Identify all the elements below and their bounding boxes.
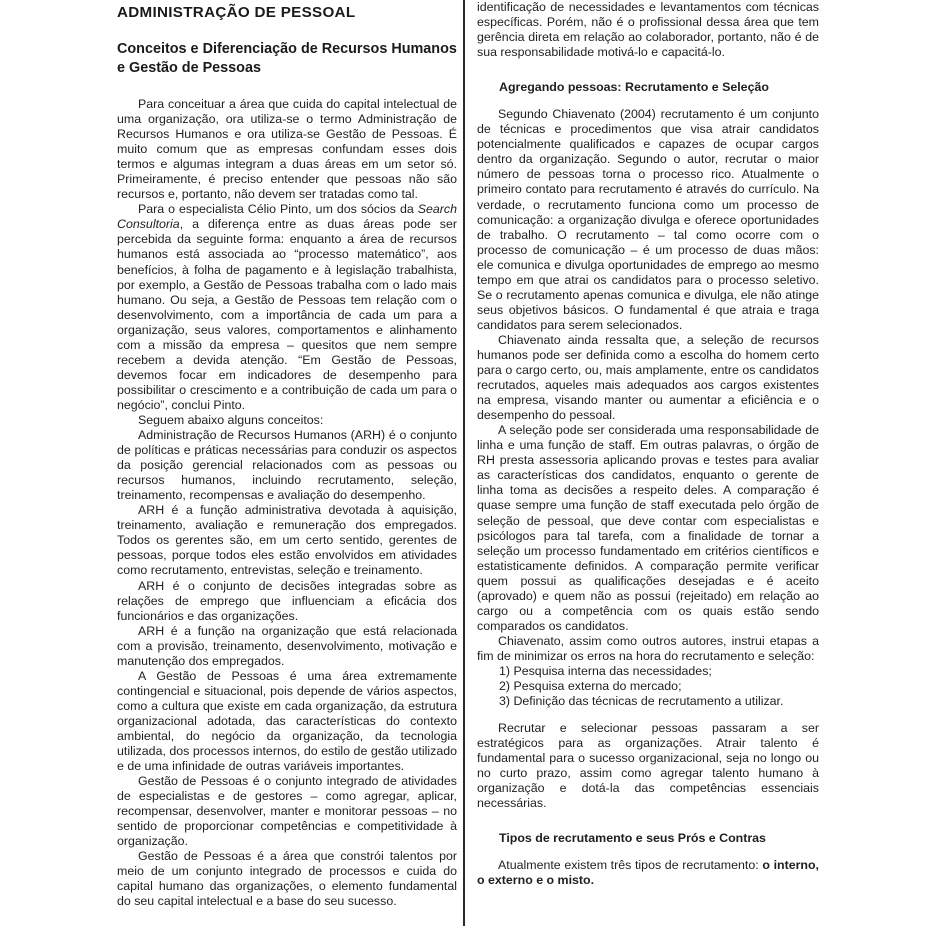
paragraph: Chiavenato, assim como outros autores, instrui etapas a fim de minimizar os erros na hora do recrutamento e seleção: [477, 633, 819, 663]
paragraph: Recrutar e selecionar pessoas passaram a ser estratégicos para as organizações. Atrair talento é fundamental para o sucesso organizacional, seja no longo ou no curto prazo, assim como agregar talento humano à organização e dotá-la das competências essenciais necessárias. [477, 721, 819, 811]
paragraph [117, 202, 457, 413]
section-title: ADMINISTRAÇÃO DE PESSOAL [117, 4, 356, 21]
paragraph: Chiavenato ainda ressalta que, a seleção de recursos humanos pode ser definida como a escolha do homem certo para o cargo certo, ou, mais amplamente, entre os candidatos recrutados, aqueles mais adequados aos cargos existentes na empresa, visando manter ou aumentar a eficiência e o desempenho do pessoal. [477, 332, 819, 423]
paragraph: Gestão de Pessoas é o conjunto integrado de atividades de especialistas e de gestores – como agregar, aplicar, recompensar, desenvolver, manter e monitorar pessoas – no sentido de proporcionar competências e competitividade à organização. [117, 774, 457, 849]
paragraph: identificação de necessidades e levantamentos com técnicas específicas. Porém, não é o profissional dessa área que tem gerência direta em relação ao colaborador, portanto, não é de sua responsabilidade motivá-lo e capacitá-lo. [477, 0, 819, 60]
paragraph [477, 858, 819, 888]
paragraph: ARH é a função na organização que está relacionada com a provisão, treinamento, desenvolvimento, motivação e manutenção dos empregados. [117, 623, 457, 668]
paragraph-text: Atualmente existem três tipos de recrutamento: [498, 858, 763, 873]
steps-list [477, 664, 819, 709]
spacer [477, 846, 819, 858]
emphasis-text: o interno, o externo e o misto. [477, 858, 819, 888]
spacer [477, 709, 819, 721]
list-item: 1) Pesquisa interna das necessidades; [499, 663, 712, 678]
paragraph: A seleção pode ser considerada uma responsabilidade de linha e uma função de staff. Em outras palavras, o órgão de RH presta assessoria aplicando provas e testes para avaliar as características dos candidatos, enquanto o gerente de linha toma as decisões a respeito deles. A comparação é quase sempre uma função de staff executada pelo órgão de seleção de pessoal, que deve contar com especialistas e psicólogos para tal tarefa, com a finalidade de tornar a seleção um processo fundamentado em critérios científicos e estatisticamente definidos. A comparação permite verificar quem possui as qualificações desejadas e é aceito (aprovado) e quem não as possui (rejeitado) em relação ao cargo ou a competência com os quais estão sendo comparados os candidatos. [477, 423, 819, 633]
company-name: Search Consultoria [117, 202, 457, 232]
paragraph: A Gestão de Pessoas é uma área extremamente contingencial e situacional, pois depende de vários aspectos, como a cultura que existe em cada organização, da estrutura organizacional adotada, das características do contexto ambiental, do negócio da organização, da tecnologia utilizada, dos processos internos, do estilo de gestão utilizado e de uma infinidade de outras variáveis importantes. [117, 668, 457, 774]
paragraph: Gestão de Pessoas é a área que constrói talentos por meio de um conjunto integrado de processos e cuida do capital humano das organizações, o elemento fundamental do seu capital intelectual e a base do seu sucesso. [117, 849, 457, 909]
paragraph: Segundo Chiavenato (2004) recrutamento é um conjunto de técnicas e procedimentos que visa atrair candidatos potencialmente qualificados e capazes de ocupar cargos dentro da organização. Segundo o autor, recrutar o maior número de pessoas torna o processo rico. Atualmente o primeiro contato para recrutamento é através do currículo. Na verdade, o recrutamento funciona como um processo de comunicação: a organização divulga e oferece oportunidades de trabalho. O recrutamento – tal como ocorre com o processo de comunicação – é um processo de duas mãos: ele comunica e divulga oportunidades de emprego ao mesmo tempo em que atrai os candidatos para o processo seletivo. Se o recrutamento apenas comunica e divulga, ele não atinge seus objetivos básicos. O fundamental é que atraia e traga candidatos para serem selecionados. [477, 107, 819, 332]
paragraph: ARH é o conjunto de decisões integradas sobre as relações de emprego que influenciam a eficácia dos funcionários e das organizações. [117, 578, 457, 623]
paragraph: ARH é a função administrativa devotada à aquisição, treinamento, avaliação e remuneração dos empregados. Todos os gerentes são, em um certo sentido, gerentes de pessoas, porque todos eles estão envolvidos em atividades como recrutamento, entrevistas, seleção e treinamento. [117, 503, 457, 578]
paragraph: Administração de Recursos Humanos (ARH) é o conjunto de políticas e práticas necessárias para conduzir os aspectos da posição gerencial relacionados com as pessoas ou recursos humanos, incluindo recrutamento, seleção, treinamento, recompensas e avaliação do desempenho. [117, 428, 457, 503]
list-item: 3) Definição das técnicas de recrutamento a utilizar. [499, 694, 784, 709]
article-subtitle: Conceitos e Diferenciação de Recursos Humanos e Gestão de Pessoas [117, 41, 457, 76]
left-column [117, 0, 457, 910]
paragraph-text: Para o especialista Célio Pinto, um dos sócios da [138, 202, 418, 217]
section-heading-recruitment: Agregando pessoas: Recrutamento e Seleção [499, 80, 769, 95]
list-item: 2) Pesquisa externa do mercado; [499, 679, 682, 694]
paragraph: Seguem abaixo alguns conceitos: [138, 412, 324, 427]
right-column [477, 0, 819, 889]
paragraph-text: , a diferença entre as duas áreas pode ser percebida da seguinte forma: enquanto a área de recursos humanos está associada ao “processo matemático”, aos benefícios, à folha de pagamento e à legislação trabalhista, por exemplo, a Gestão de Pessoas trabalha com o lado mais humano. Ou seja, a Gestão de Pessoas tem relação com o desenvolvimento, com a importância de cada um para a organização, seus valores, comportamentos e alinhamento com a missão da empresa – quesitos que nem sempre recebem a devida atenção. “Em Gestão de Pessoas, devemos focar em indicadores de desempenho para possibilitar o crescimento e a contribuição de cada um para o negócio”, conclui Pinto. [117, 217, 457, 412]
spacer [477, 95, 819, 107]
section-heading-types: Tipos de recrutamento e seus Prós e Contras [499, 831, 766, 846]
column-divider [463, 0, 465, 926]
paragraph: Para conceituar a área que cuida do capital intelectual de uma organização, ora utiliza-se o termo Administração de Recursos Humanos e ora utiliza-se Gestão de Pessoas. É muito comum que as empresas confundam esses dois termos e algumas integram a duas áreas em um setor só. Primeiramente, é preciso entender que pessoas não são recursos e, portanto, não devem ser tratadas como tal. [117, 97, 457, 202]
